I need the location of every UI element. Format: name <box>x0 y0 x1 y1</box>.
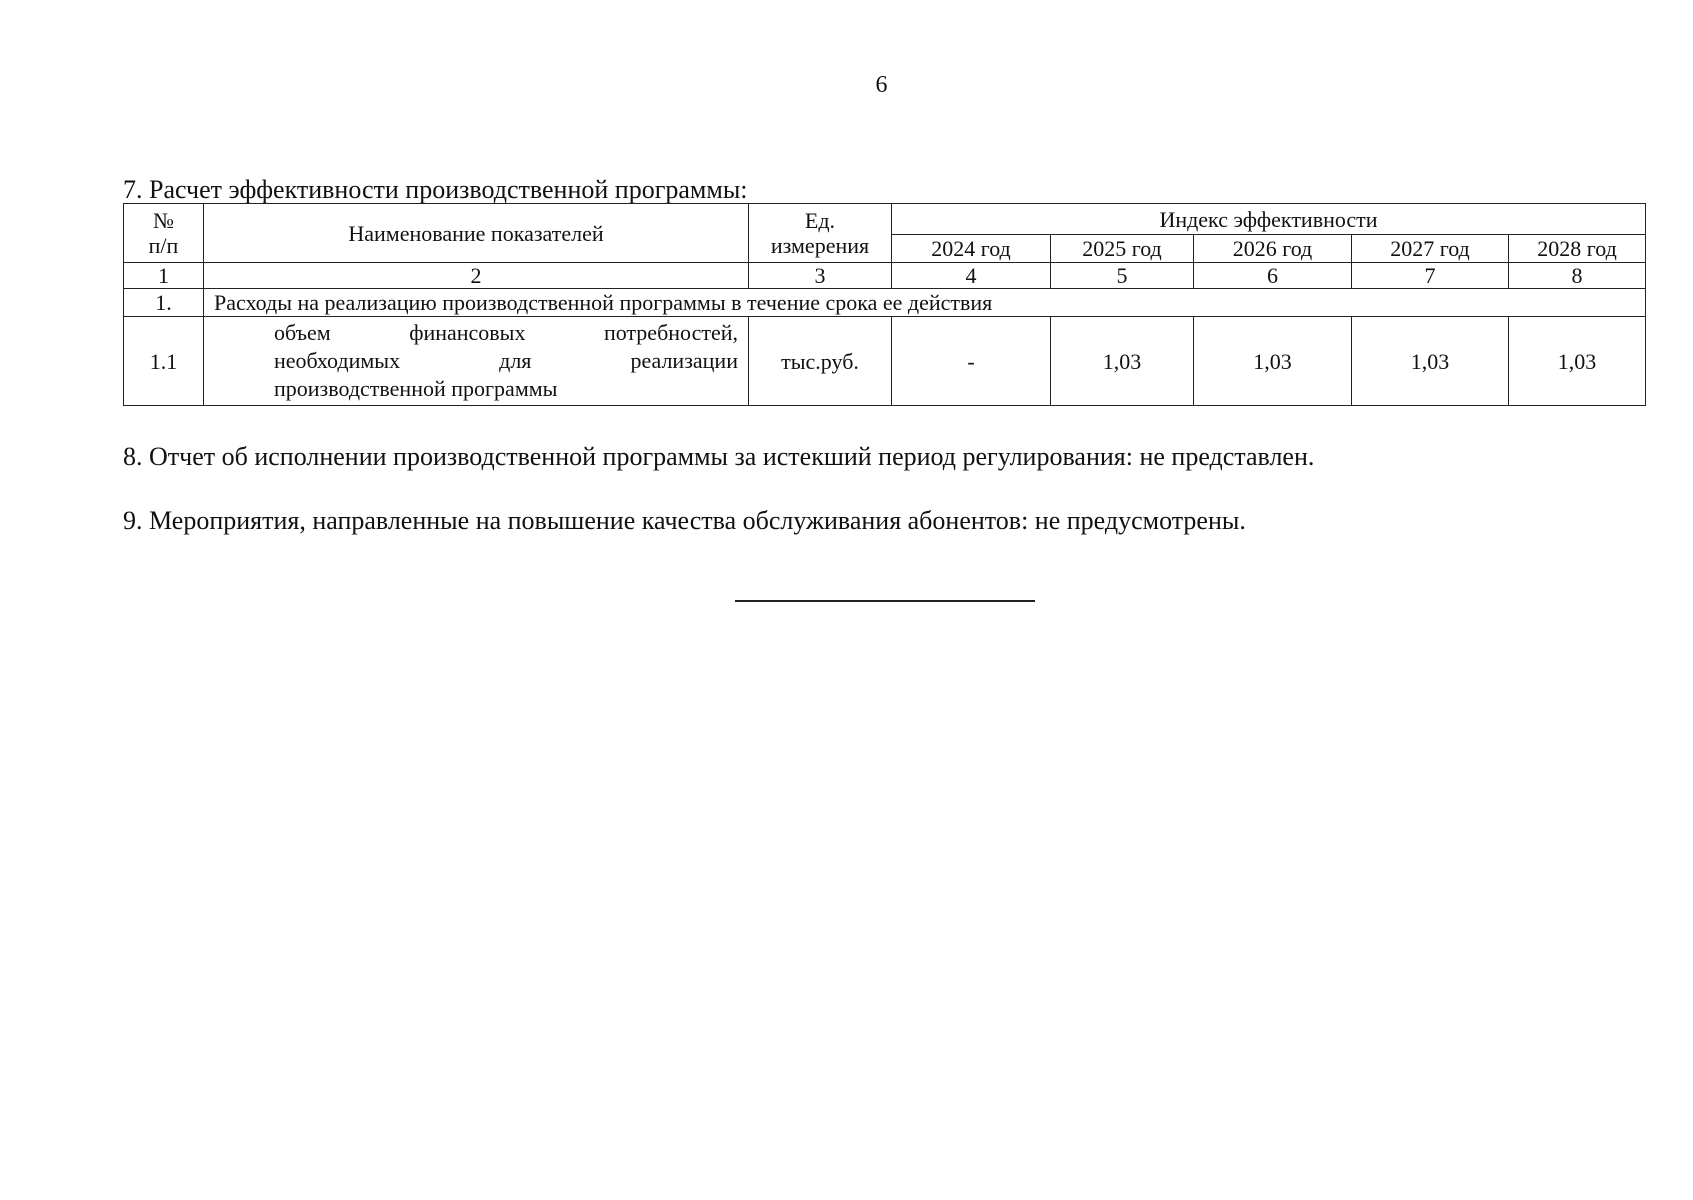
column-number: 7 <box>1352 263 1509 289</box>
value-2024: - <box>892 317 1051 406</box>
header-num-line-1: № <box>153 208 174 233</box>
desc-line-2 <box>274 347 738 375</box>
data-row <box>124 317 1646 406</box>
desc-word: потребностей, <box>603 320 738 345</box>
data-row-description <box>204 317 749 406</box>
desc-line-1 <box>274 319 738 347</box>
table-header-row-1 <box>124 204 1646 235</box>
desc-word: необходимых <box>274 348 401 373</box>
header-unit-line-2: измерения <box>770 233 870 258</box>
value-2026: 1,03 <box>1194 317 1352 406</box>
header-index-group: Индекс эффективности <box>892 204 1646 235</box>
value-2025: 1,03 <box>1051 317 1194 406</box>
group-row-title: Расходы на реализацию производственной программы в течение срока ее действия <box>204 289 1646 317</box>
column-number: 1 <box>124 263 204 289</box>
data-row-unit: тыс.руб. <box>749 317 892 406</box>
section-9-paragraph: 9. Мероприятия, направленные на повышение качества обслуживания абонентов: не предусмотрены. <box>123 506 1246 535</box>
header-num <box>124 204 204 263</box>
section-7-title: 7. Расчет эффективности производственной программы: <box>123 175 748 204</box>
header-name: Наименование показателей <box>204 204 749 263</box>
value-2028: 1,03 <box>1509 317 1646 406</box>
column-number: 5 <box>1051 263 1194 289</box>
column-number: 2 <box>204 263 749 289</box>
desc-word: для <box>499 348 532 373</box>
desc-word: объем <box>274 320 331 345</box>
header-unit <box>749 204 892 263</box>
column-number: 3 <box>749 263 892 289</box>
header-unit-line-1: Ед. <box>804 208 836 233</box>
section-8-paragraph: 8. Отчет об исполнении производственной программы за истекший период регулирования: не представлен. <box>123 442 1315 471</box>
page-number: 6 <box>875 72 888 98</box>
column-number: 8 <box>1509 263 1646 289</box>
group-row-num: 1. <box>124 289 204 317</box>
column-number-row <box>124 263 1646 289</box>
header-year-2025: 2025 год <box>1051 235 1194 263</box>
efficiency-table <box>123 203 1646 406</box>
header-num-line-2: п/п <box>148 233 179 258</box>
value-2027: 1,03 <box>1352 317 1509 406</box>
header-year-2027: 2027 год <box>1352 235 1509 263</box>
group-row <box>124 289 1646 317</box>
desc-word: финансовых <box>409 320 526 345</box>
desc-line-3 <box>274 375 738 403</box>
column-number: 6 <box>1194 263 1352 289</box>
desc-word: реализации <box>630 348 738 373</box>
column-number: 4 <box>892 263 1051 289</box>
desc-word: производственной программы <box>274 376 558 401</box>
data-row-num: 1.1 <box>124 317 204 406</box>
header-year-2028: 2028 год <box>1509 235 1646 263</box>
header-year-2026: 2026 год <box>1194 235 1352 263</box>
header-year-2024: 2024 год <box>892 235 1051 263</box>
end-divider <box>735 600 1035 602</box>
